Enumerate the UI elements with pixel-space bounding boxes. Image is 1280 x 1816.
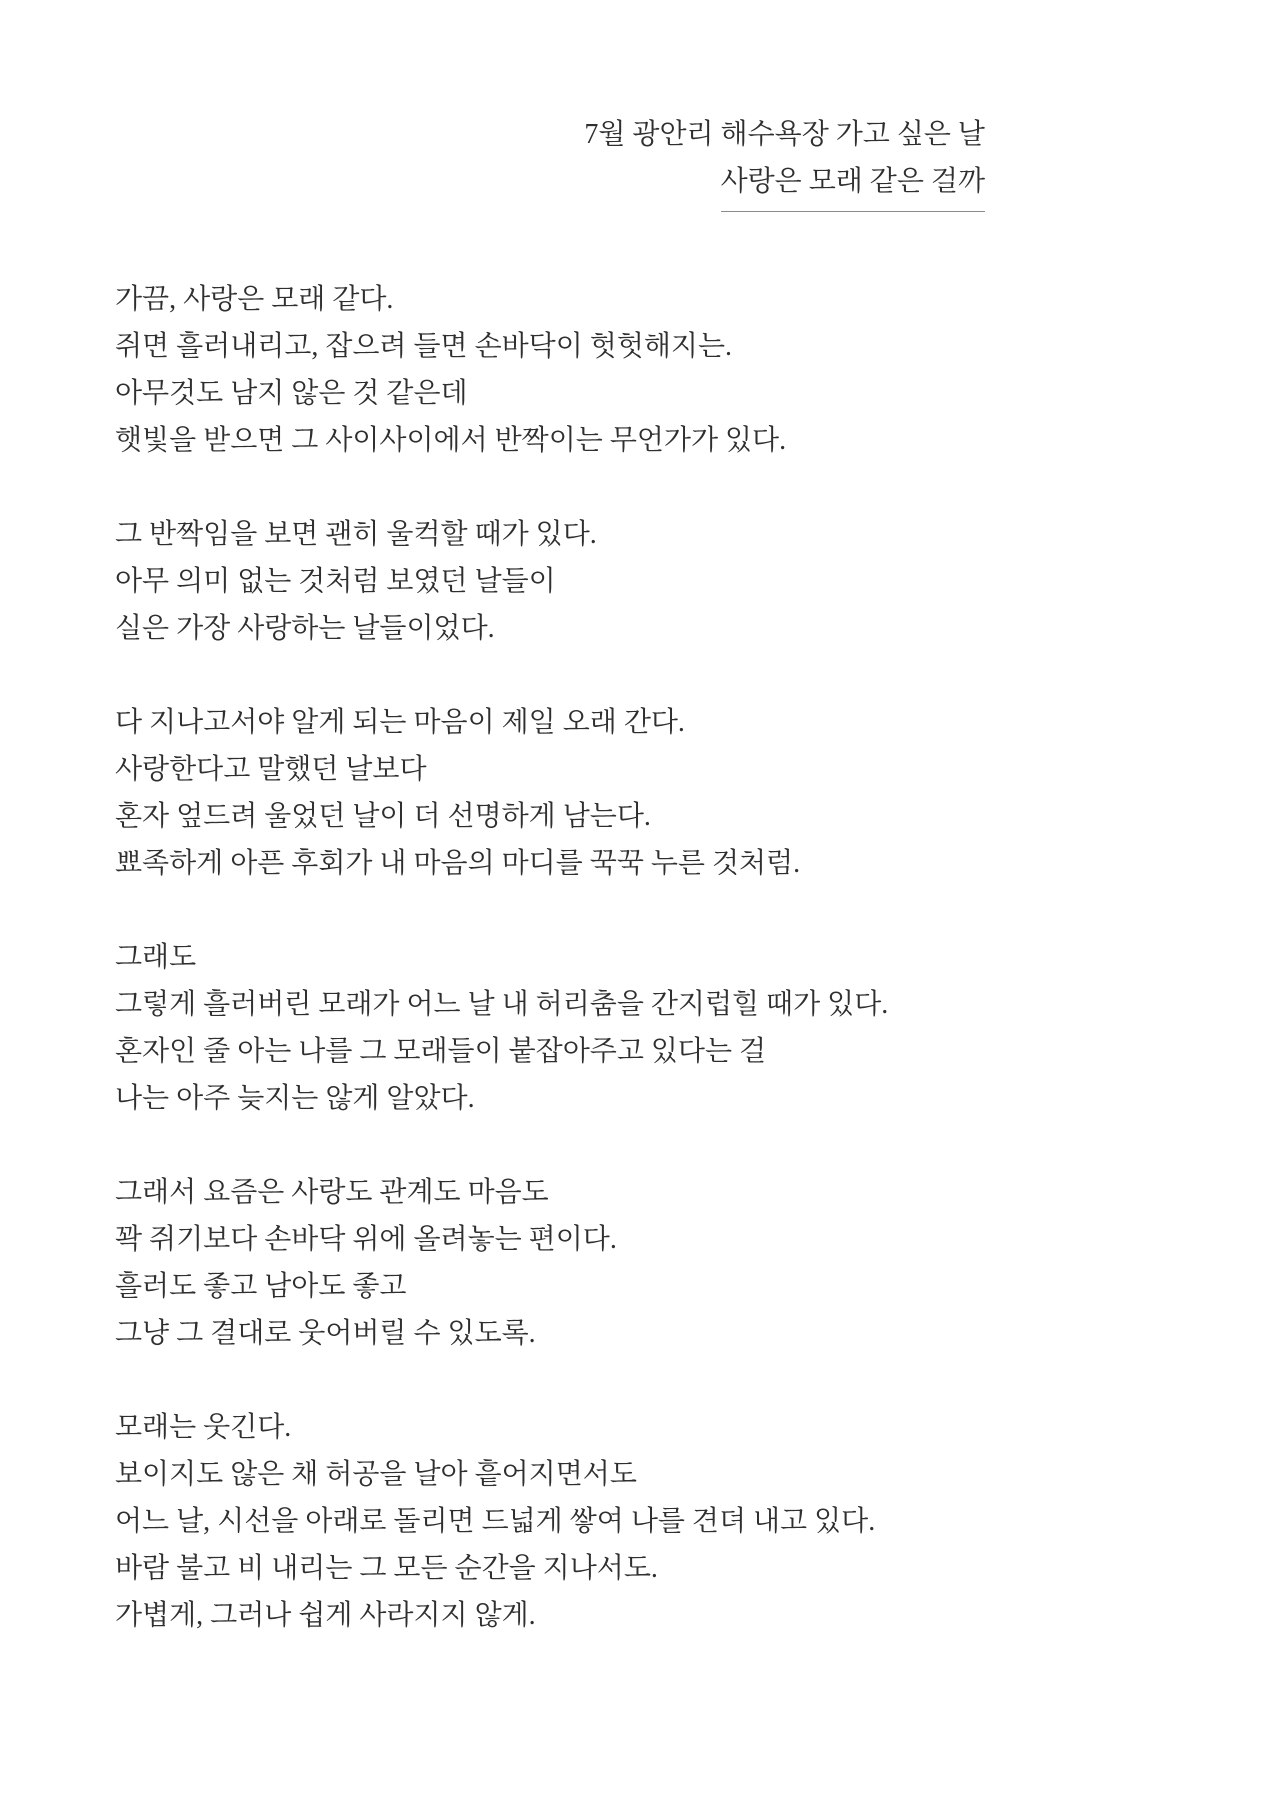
poem-line: 흘러도 좋고 남아도 좋고 [115, 1271, 407, 1302]
poem-line: 사랑한다고 말했던 날보다 [115, 754, 427, 785]
poem-line: 보이지도 않은 채 허공을 날아 흩어지면서도 [115, 1459, 637, 1490]
poem-line: 실은 가장 사랑하는 날들이었다. [115, 613, 495, 644]
poem-line: 그래서 요즘은 사랑도 관계도 마음도 [115, 1177, 549, 1208]
poem-line: 그렇게 흘러버린 모래가 어느 날 내 허리춤을 간지럽힐 때가 있다. [115, 989, 889, 1020]
poem-line: 모래는 웃긴다. [115, 1412, 292, 1443]
stanza [115, 934, 985, 1122]
document-header [115, 112, 985, 212]
poem-line: 아무 의미 없는 것처럼 보였던 날들이 [115, 566, 556, 597]
poem-line: 쥐면 흘러내리고, 잡으려 들면 손바닥이 헛헛해지는. [115, 331, 733, 362]
poem-line: 뾰족하게 아픈 후회가 내 마음의 마디를 꾹꾹 누른 것처럼. [115, 848, 801, 879]
poem-line: 그래도 [115, 942, 197, 973]
stanza [115, 1404, 985, 1639]
poem-line: 아무것도 남지 않은 것 같은데 [115, 378, 468, 409]
stanza [115, 1169, 985, 1357]
poem-body [115, 276, 985, 1639]
stanza [115, 511, 985, 652]
header-title-line: 7월 광안리 해수욕장 가고 싶은 날 [584, 119, 985, 150]
poem-line: 꽉 쥐기보다 손바닥 위에 올려놓는 편이다. [115, 1224, 617, 1255]
poem-line: 바람 불고 비 내리는 그 모든 순간을 지나서도. [115, 1553, 658, 1584]
poem-line: 그냥 그 결대로 웃어버릴 수 있도록. [115, 1318, 536, 1349]
stanza [115, 699, 985, 887]
poem-line: 어느 날, 시선을 아래로 돌리면 드넓게 쌓여 나를 견뎌 내고 있다. [115, 1506, 876, 1537]
poem-line: 가끔, 사랑은 모래 같다. [115, 284, 394, 315]
poem-line: 혼자인 줄 아는 나를 그 모래들이 붙잡아주고 있다는 걸 [115, 1036, 767, 1067]
poem-line: 햇빛을 받으면 그 사이사이에서 반짝이는 무언가가 있다. [115, 425, 787, 456]
poem-line: 다 지나고서야 알게 되는 마음이 제일 오래 간다. [115, 707, 685, 738]
poem-line: 그 반짝임을 보면 괜히 울컥할 때가 있다. [115, 519, 597, 550]
poem-line: 혼자 엎드려 울었던 날이 더 선명하게 남는다. [115, 801, 651, 832]
poem-line: 나는 아주 늦지는 않게 알았다. [115, 1083, 475, 1114]
poem-line: 가볍게, 그러나 쉽게 사라지지 않게. [115, 1600, 536, 1631]
stanza [115, 276, 985, 464]
header-subtitle-underlined: 사랑은 모래 같은 걸까 [721, 159, 985, 212]
